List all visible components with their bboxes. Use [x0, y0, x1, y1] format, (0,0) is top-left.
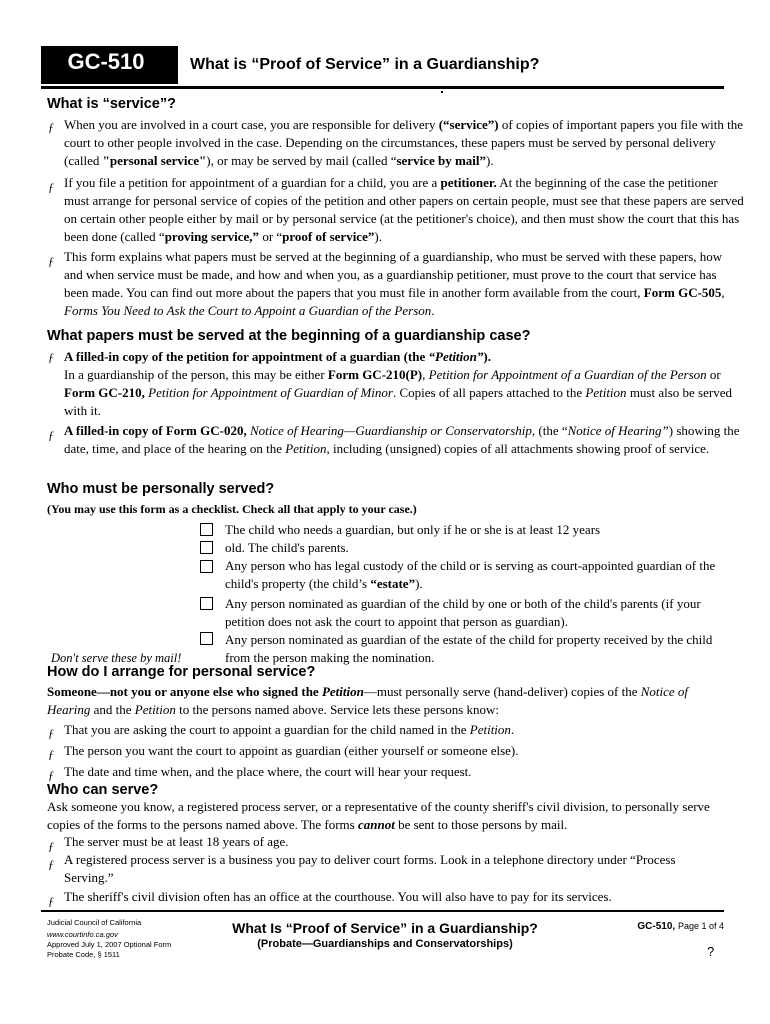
text-run: must also be served with it. — [64, 385, 732, 418]
footer-form-number: GC-510, — [637, 921, 676, 932]
bullet-arrange-2: The person you want the court to appoint as guardian (either yourself or someone else). — [64, 743, 519, 758]
bullet-glyph: ƒ — [48, 726, 54, 740]
footer-subtitle: (Probate—Guardianships and Conservatorships) — [257, 938, 513, 950]
text-run: proof of service” — [282, 229, 375, 244]
text-run: A filled-in copy of Form GC-020, — [64, 423, 247, 438]
text-run: Petition — [321, 684, 364, 699]
text-run: Forms You Need to Ask the Court to Appoint a Guardian of the Person — [64, 303, 432, 318]
text-run: Petition — [585, 385, 627, 400]
paragraph-service-1 — [64, 116, 744, 170]
bullet-glyph: ƒ — [48, 428, 54, 442]
section-heading-personally-served: Who must be personally served? — [47, 481, 275, 497]
text-run: or — [706, 367, 721, 382]
text-run: Notice of Hearing” — [567, 423, 669, 438]
text-run: Any person who has legal custody of the child or is serving as court-appointed guardian of the child's property (the child’s — [225, 558, 716, 591]
text-run: Notice of Hearing — [47, 684, 689, 717]
text-run: This form explains what papers must be served at the beginning of a guardianship, who must be served with these papers, how and when service must be made, and how and when you, as a guardianship petitioner, must prove to the court that service has been made. You can find out more about the papers that you must file in another form available from the court, — [64, 249, 723, 300]
footer-title: What Is “Proof of Service” in a Guardianship? — [232, 920, 538, 936]
text-run: Ask someone you know, a registered process server, or a representative of the county sheriff's civil division, to personally serve copies of the forms to the persons named above. The forms — [47, 799, 710, 832]
header-dot — [441, 91, 443, 93]
paragraph-service-2 — [64, 174, 744, 246]
bullet-glyph: ƒ — [48, 839, 54, 853]
text-run: proving service,” — [164, 229, 260, 244]
text-run: cannot — [357, 817, 395, 832]
text-run: Petition for Appointment of Guardian of Minor — [148, 385, 393, 400]
checklist-item-nominated-guardian: Any person nominated as guardian of the child by one or both of the child's parents (if your petition does not ask the court to appoint that person as guardian). — [225, 596, 701, 629]
text-run: ) showing the date, time, and place of the hearing on the — [64, 423, 740, 456]
text-run: service by mail” — [396, 153, 487, 168]
paragraph-papers-1b — [64, 366, 744, 420]
text-run: Petition for Appointment of a Guardian of the Person — [428, 367, 707, 382]
text-run: . Copies of all papers attached to the — [392, 385, 586, 400]
side-note: Don't serve these by mail! — [51, 651, 182, 665]
text-run: . — [431, 303, 435, 318]
paragraph-who-can-serve — [47, 798, 737, 834]
text-run: If you file a petition for appointment of a guardian for a child, you are a — [64, 175, 441, 190]
text-run: Petition — [469, 722, 511, 737]
text-run: (“service”) — [438, 117, 499, 132]
bullet-arrange-1 — [64, 721, 744, 739]
text-run: Form GC-210(P) — [327, 367, 423, 382]
paragraph-papers-2 — [64, 422, 744, 458]
text-run: of copies of important papers you file with the court to other people involved in the case. Depending on the circumstances, these papers must be served by personal delivery (called — [64, 117, 744, 168]
bullet-glyph: ƒ — [48, 894, 54, 908]
text-run: , — [422, 367, 429, 382]
footer-page-info — [600, 921, 724, 932]
footer-publisher — [47, 918, 171, 960]
text-run: , — [721, 285, 725, 300]
text-run: , including (unsigned) copies of all attachments showing proof of service. — [326, 441, 710, 456]
text-run: At the beginning of the case the petitioner must arrange for personal service of copies of the petition and other papers on certain people, must see that these papers are served on certain other people either by mail or by personal service (at the petitioner's choice), and then must show the court that this has been done (called “ — [64, 175, 744, 244]
text-run: and the — [90, 702, 135, 717]
bullet-glyph: ƒ — [48, 254, 54, 268]
footer-line-3: Approved July 1, 2007 Optional Form — [47, 940, 172, 949]
bullet-server-1: The server must be at least 18 years of age. — [64, 834, 289, 849]
text-run: “Petition” — [428, 349, 484, 364]
text-run: Form GC-210, — [64, 385, 145, 400]
text-run: “estate” — [370, 576, 416, 591]
checkbox-legal-custody[interactable] — [200, 560, 213, 573]
bullet-glyph: ƒ — [48, 857, 54, 871]
footer-mark: ? — [707, 944, 715, 959]
text-run: A filled-in copy of the petition for appointment of a guardian (the — [64, 349, 429, 364]
bullet-glyph: ƒ — [48, 180, 54, 194]
text-run: ). — [486, 153, 494, 168]
checkbox-nominated-estate[interactable] — [200, 632, 213, 645]
text-run: petitioner. — [440, 175, 497, 190]
footer-line-2: www.courtinfo.ca.gov — [47, 930, 118, 939]
text-run: That you are asking the court to appoint a guardian for the child named in the — [64, 722, 470, 737]
section-heading-arrange-service: How do I arrange for personal service? — [47, 664, 316, 680]
bullet-arrange-3: The date and time when, and the place where, the court will hear your request. — [64, 764, 472, 779]
footer-rule — [41, 910, 724, 912]
text-run: "personal service" — [102, 153, 207, 168]
text-run: to the persons named above. Service lets these persons know: — [175, 702, 500, 717]
footer-line-4: Probate Code, § 1511 — [47, 950, 120, 959]
checkbox-child[interactable] — [200, 523, 213, 536]
section-heading-who-can-serve: Who can serve? — [47, 782, 159, 798]
text-run: be sent to those persons by mail. — [394, 817, 568, 832]
text-run: In a guardianship of the person, this may be either — [64, 367, 328, 382]
text-run: Form GC-505 — [643, 285, 722, 300]
section-heading-service: What is “service”? — [47, 96, 176, 112]
checklist-item-nominated-estate: Any person nominated as guardian of the estate of the child for property received by the child from the person making the nomination. — [225, 632, 713, 665]
bullet-server-2: A registered process server is a business you pay to deliver court forms. Look in a telephone directory under “Process Serving.” — [64, 852, 676, 885]
bullet-glyph: ƒ — [48, 747, 54, 761]
bullet-glyph: ƒ — [48, 350, 54, 364]
checkbox-nominated-guardian[interactable] — [200, 597, 213, 610]
text-run: Petition — [285, 441, 327, 456]
text-run: ), or may be served by mail (called “ — [206, 153, 397, 168]
paragraph-service-3 — [64, 248, 744, 320]
text-run: When you are involved in a court case, you are responsible for delivery — [64, 117, 439, 132]
paragraph-papers-1 — [64, 348, 744, 366]
bullet-glyph: ƒ — [48, 768, 54, 782]
checkbox-parents[interactable] — [200, 541, 213, 554]
text-run: . — [510, 722, 515, 737]
section-heading-papers: What papers must be served at the beginning of a guardianship case? — [47, 328, 531, 344]
text-run: Someone—not you or anyone else who signed the — [47, 684, 322, 699]
text-run: Notice of Hearing—Guardianship or Conservatorship — [249, 423, 532, 438]
footer-line-1: Judicial Council of California — [47, 918, 142, 927]
page-title: What is “Proof of Service” in a Guardianship? — [190, 56, 540, 73]
paragraph-arrange-intro — [47, 683, 727, 719]
checklist-instruction: (You may use this form as a checklist. Check all that apply to your case.) — [47, 502, 417, 516]
text-run: ). — [415, 576, 423, 591]
bullet-server-3: The sheriff's civil division often has an office at the courthouse. You will also have to pay for its services. — [64, 889, 612, 904]
text-run: Petition — [134, 702, 176, 717]
checklist-item-legal-custody — [225, 557, 735, 593]
text-run: or “ — [259, 229, 283, 244]
bullet-glyph: ƒ — [48, 120, 54, 134]
footer-page-number: Page 1 of 4 — [677, 921, 724, 931]
header-rule — [41, 86, 724, 89]
form-number: GC-510 — [67, 49, 145, 74]
text-run: ). — [483, 349, 491, 364]
text-run: ). — [374, 229, 382, 244]
checklist-item-parents: old. The child's parents. — [225, 540, 349, 555]
text-run: —must personally serve (hand-deliver) copies of the — [363, 684, 641, 699]
checklist-item-child: The child who needs a guardian, but only if he or she is at least 12 years — [225, 522, 601, 537]
text-run: , (the “ — [531, 423, 568, 438]
